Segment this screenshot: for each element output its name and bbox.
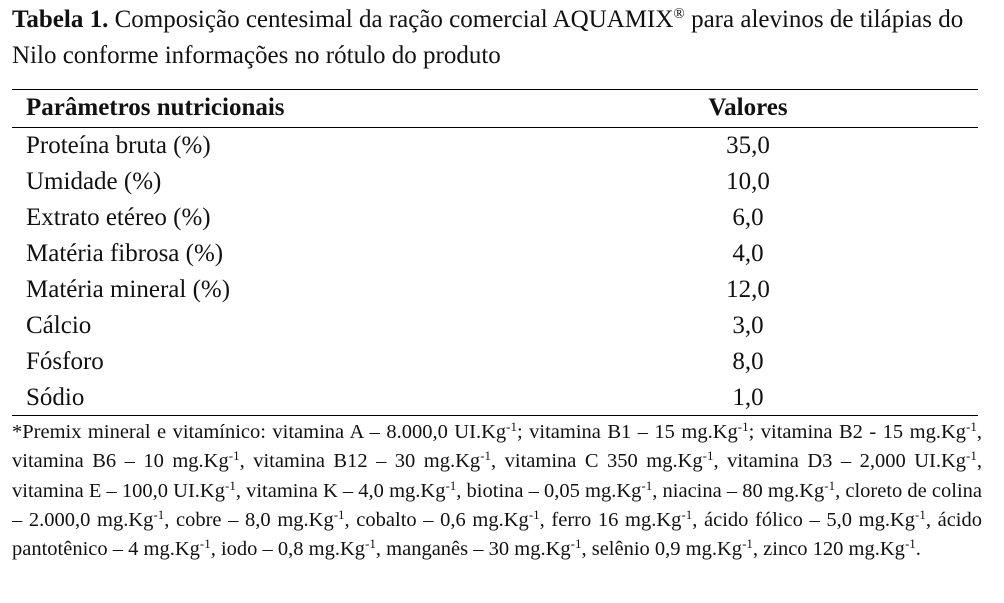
footnote-segment: ; vitamina B2 - 15 mg.Kg: [748, 421, 967, 443]
footnote-segment: , vitamina D3 – 2,000 UI.Kg: [713, 450, 967, 473]
footnote-exponent: -1: [737, 419, 749, 434]
footnote-exponent: -1: [742, 536, 753, 552]
footnote-segment: , vitamina B12 – 30 mg.Kg: [239, 450, 481, 473]
caption-label: Tabela 1.: [12, 6, 109, 33]
footnote-exponent: -1: [570, 536, 582, 552]
parameter-value: 35,0: [726, 132, 770, 159]
parameter-value: 4,0: [732, 240, 764, 267]
parameter-name: Sódio: [26, 384, 85, 411]
footnote-segment: , iodo – 0,8 mg.Kg: [210, 538, 366, 561]
caption-text-start: Composição centesimal da ração comercial AQUAMIX: [108, 6, 674, 33]
parameter-name: Proteína bruta (%): [26, 132, 211, 159]
registered-trademark-mark: ®: [673, 6, 685, 22]
footnote-segment: , ácido fólico – 5,0 mg.Kg: [692, 508, 915, 531]
footnote-segment: , ácido pantotênico – 4 mg.Kg: [12, 508, 982, 561]
footnote-segment: , cobre – 8,0 mg.Kg: [164, 508, 334, 531]
table-row: [12, 344, 978, 380]
parameter-name: Fósforo: [26, 348, 104, 375]
parameter-value: 3,0: [732, 312, 764, 339]
footnote-exponent: -1: [681, 506, 693, 522]
parameter-value: 8,0: [732, 348, 764, 375]
parameter-name: Matéria mineral (%): [26, 276, 231, 303]
footnote-segment: *Premix mineral e vitamínico: vitamina A – 8.000,0 UI.Kg: [12, 421, 507, 443]
table-header-row: [12, 90, 978, 126]
footnote-exponent: -1: [445, 477, 457, 493]
table-footnote: [12, 418, 982, 564]
footnote-exponent: -1: [641, 477, 653, 493]
footnote-exponent: -1: [915, 506, 926, 522]
caption-text-end: para alevinos de tilápias do Nilo conforme informações no rótulo do produto: [12, 6, 964, 69]
header-value: Valores: [708, 94, 788, 121]
table-row: [12, 308, 978, 344]
parameter-name: Umidade (%): [26, 168, 162, 195]
footnote-segment: , vitamina B6 – 10 mg.Kg: [12, 421, 982, 473]
footnote-exponent: -1: [904, 536, 916, 552]
table-caption: [12, 2, 982, 74]
footnote-segment: , niacina – 80 mg.Kg: [652, 479, 825, 502]
footnote-segment: , vitamina C 350 mg.Kg: [491, 450, 703, 473]
table-row: [12, 380, 978, 416]
footnote-segment: , zinco 120 mg.Kg: [752, 538, 905, 561]
footnote-segment: , cloreto de colina – 2.000,0 mg.Kg: [12, 479, 983, 531]
footnote-exponent: -1: [153, 506, 165, 522]
footnote-exponent: -1: [506, 419, 517, 434]
parameter-value: 6,0: [732, 204, 764, 231]
footnote-segment: , ferro 16 mg.Kg: [539, 508, 682, 531]
footnote-exponent: -1: [966, 419, 977, 434]
footnote-exponent: -1: [228, 448, 240, 464]
parameter-name: Matéria fibrosa (%): [26, 240, 224, 267]
footnote-exponent: -1: [480, 448, 492, 464]
footnote-exponent: -1: [225, 477, 236, 493]
footnote-segment: .: [915, 538, 921, 561]
parameter-value: 1,0: [732, 384, 764, 411]
footnote-exponent: -1: [966, 448, 977, 464]
footnote-segment: , cobalto – 0,6 mg.Kg: [344, 508, 529, 531]
nutrition-table: [12, 90, 978, 411]
table-row: [12, 128, 978, 164]
footnote-exponent: -1: [702, 448, 714, 464]
footnote-segment: ; vitamina B1 – 15 mg.Kg: [516, 421, 738, 443]
table-row: [12, 164, 978, 200]
parameter-name: Cálcio: [26, 312, 92, 339]
footnote-segment: , vitamina K – 4,0 mg.Kg: [235, 479, 446, 502]
table-body: [12, 128, 978, 416]
parameter-name: Extrato etéreo (%): [26, 204, 211, 231]
footnote-exponent: -1: [333, 506, 345, 522]
footnote-segment: , vitamina E – 100,0 UI.Kg: [12, 450, 982, 502]
footnote-exponent: -1: [528, 506, 540, 522]
footnote-segment: , manganês – 30 mg.Kg: [375, 538, 571, 561]
table-row: [12, 200, 978, 236]
parameter-value: 10,0: [726, 168, 770, 195]
footnote-exponent: -1: [824, 477, 836, 493]
footnote-segment: , biotina – 0,05 mg.Kg: [456, 479, 642, 502]
footnote-exponent: -1: [199, 536, 211, 552]
footnote-exponent: -1: [365, 536, 376, 552]
table-row: [12, 236, 978, 272]
parameter-value: 12,0: [726, 276, 770, 303]
header-parameter: Parâmetros nutricionais: [26, 94, 285, 121]
table-row: [12, 272, 978, 308]
footnote-segment: , selênio 0,9 mg.Kg: [581, 538, 743, 561]
